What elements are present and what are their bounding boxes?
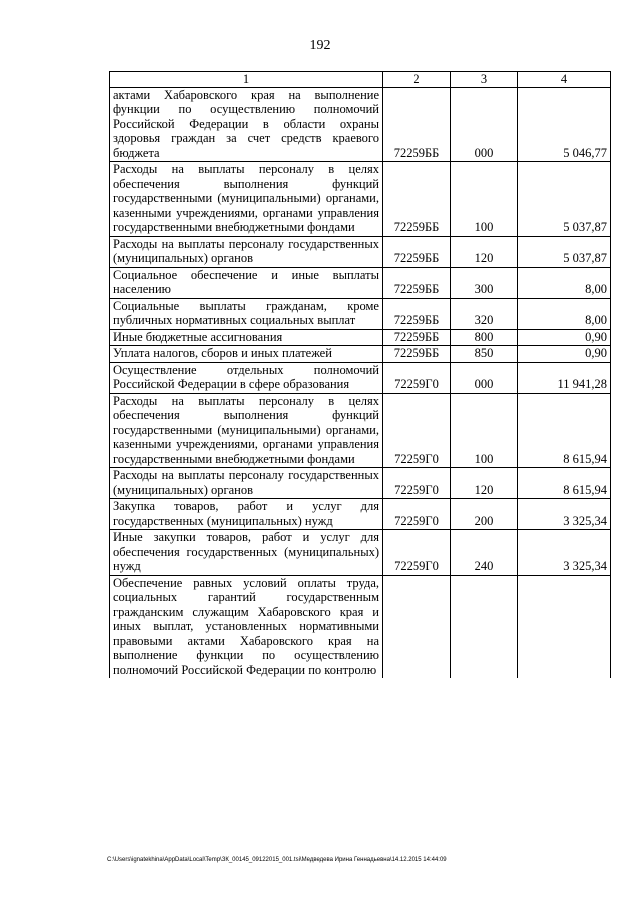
row-expense-type: 100 [451,162,518,237]
row-target-code: 72259ББ [383,346,451,363]
header-col-3: 3 [451,72,518,88]
row-expense-type: 120 [451,468,518,499]
document-footer-path: C:\Users\ignatekhina\AppData\Local\Temp\ЗК_00145_09122015_001.tsi\Медведева Ирина Геннадьевна\14.12.2015 14:44:09 [107,857,447,863]
row-expense-type: 800 [451,329,518,346]
row-amount: 0,90 [518,346,611,363]
row-target-code: 72259ББ [383,267,451,298]
row-amount [518,575,611,678]
table-row [110,530,611,576]
row-amount: 8,00 [518,298,611,329]
row-description: Закупка товаров, работ и услуг для государственных (муниципальных) нужд [110,499,383,530]
table-header-row [110,72,611,88]
table-row [110,298,611,329]
row-description: Осуществление отдельных полномочий Российской Федерации в сфере образования [110,362,383,393]
row-description: Расходы на выплаты персоналу государственных (муниципальных) органов [110,468,383,499]
row-description: Иные бюджетные ассигнования [110,329,383,346]
row-target-code: 72259ББ [383,298,451,329]
header-col-2: 2 [383,72,451,88]
row-description: Иные закупки товаров, работ и услуг для обеспечения государственных (муниципальных) нужд [110,530,383,576]
row-amount: 3 325,34 [518,530,611,576]
table-row [110,87,611,162]
table-row [110,346,611,363]
row-target-code: 72259Г0 [383,530,451,576]
row-amount: 5 037,87 [518,236,611,267]
header-col-1: 1 [110,72,383,88]
row-amount: 0,90 [518,329,611,346]
row-expense-type: 120 [451,236,518,267]
row-amount: 5 046,77 [518,87,611,162]
header-col-4: 4 [518,72,611,88]
row-description: Расходы на выплаты персоналу государственных (муниципальных) органов [110,236,383,267]
row-target-code: 72259ББ [383,162,451,237]
row-amount: 3 325,34 [518,499,611,530]
row-target-code: 72259Г0 [383,468,451,499]
table-row [110,329,611,346]
row-description: Расходы на выплаты персоналу в целях обеспечения выполнения функций государственными (муниципальными) органами, казенными учреждениями, органами управления государственными внебюджетными фондами [110,393,383,468]
row-target-code [383,575,451,678]
row-target-code: 72259Г0 [383,499,451,530]
row-description: Социальные выплаты гражданам, кроме публичных нормативных социальных выплат [110,298,383,329]
row-target-code: 72259ББ [383,236,451,267]
budget-table [109,71,611,678]
row-amount: 8,00 [518,267,611,298]
row-expense-type: 200 [451,499,518,530]
row-expense-type: 000 [451,87,518,162]
table-row [110,393,611,468]
row-description: Обеспечение равных условий оплаты труда, социальных гарантий государственным гражданским служащим Хабаровского края и иных выплат, установленных нормативными правовыми актами Хабаровского края на выполнение функции по осуществлению полномочий Российской Федерации по контролю [110,575,383,678]
row-expense-type: 320 [451,298,518,329]
row-amount: 5 037,87 [518,162,611,237]
row-target-code: 72259Г0 [383,393,451,468]
table-row [110,362,611,393]
row-amount: 11 941,28 [518,362,611,393]
row-target-code: 72259ББ [383,329,451,346]
row-description: Социальное обеспечение и иные выплаты населению [110,267,383,298]
row-expense-type: 100 [451,393,518,468]
row-description: актами Хабаровского края на выполнение функции по осуществлению полномочий Российской Федерации в области охраны здоровья граждан за счет средств краевого бюджета [110,87,383,162]
table-row [110,499,611,530]
row-expense-type [451,575,518,678]
row-target-code: 72259Г0 [383,362,451,393]
row-expense-type: 850 [451,346,518,363]
row-amount: 8 615,94 [518,468,611,499]
row-expense-type: 300 [451,267,518,298]
row-expense-type: 000 [451,362,518,393]
row-description: Расходы на выплаты персоналу в целях обеспечения выполнения функций государственными (муниципальными) органами, казенными учреждениями, органами управления государственными внебюджетными фондами [110,162,383,237]
table-row [110,162,611,237]
table-row [110,575,611,678]
table-row [110,236,611,267]
row-expense-type: 240 [451,530,518,576]
row-description: Уплата налогов, сборов и иных платежей [110,346,383,363]
table-row [110,267,611,298]
row-target-code: 72259ББ [383,87,451,162]
table-row [110,468,611,499]
page-number: 192 [309,38,331,53]
row-amount: 8 615,94 [518,393,611,468]
